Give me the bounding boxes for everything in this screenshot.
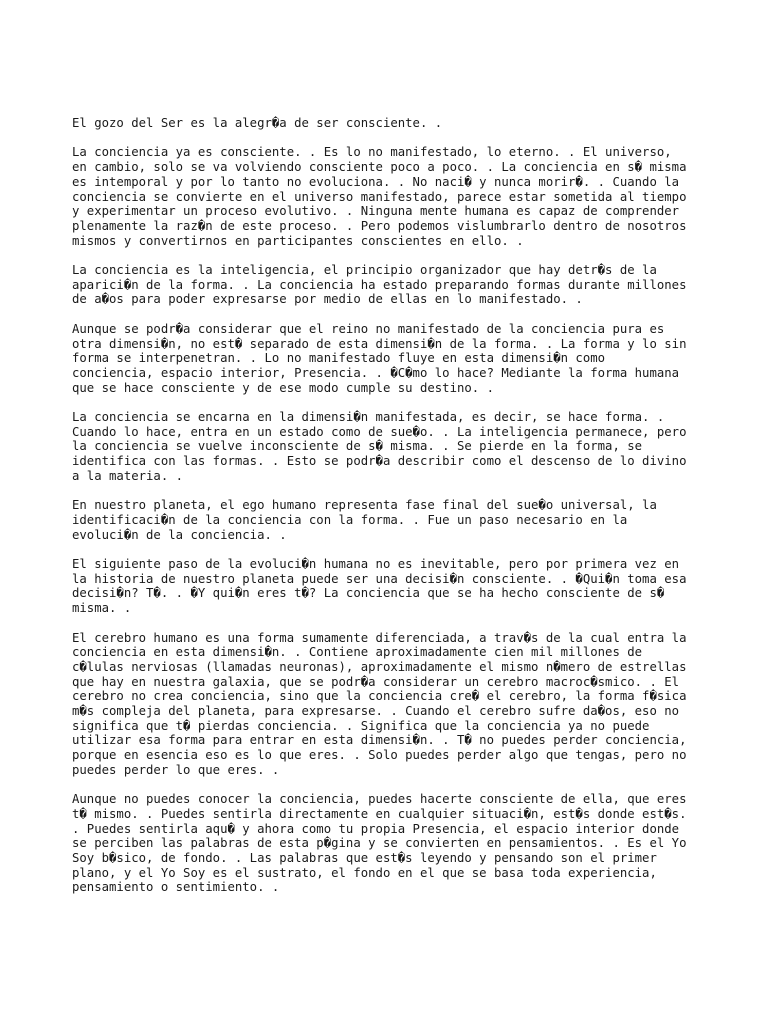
- paragraph-intro: El gozo del Ser es la alegr�a de ser consciente. .: [72, 116, 443, 130]
- paragraph-encarnacion: La conciencia se encarna en la dimensi�n manifestada, es decir, se hace forma. . Cuando lo hace, entra en un estado como de sue�o. . La inteligencia permanece, pero la conciencia se vuelve inconsciente de s� misma. . Se pierde en la forma, se identifica con las formas. . Esto se podr�a describir como el descenso de lo divino a la materia. .: [72, 410, 687, 483]
- paragraph-conciencia-inteligencia: La conciencia es la inteligencia, el principio organizador que hay detr�s de la aparici�n de la forma. . La conciencia ha estado preparando formas durante millones de a�os para poder expresarse por medio de ellas en lo manifestado. .: [72, 263, 687, 307]
- paragraph-conocer-conciencia: Aunque no puedes conocer la conciencia, puedes hacerte consciente de ella, que eres t� mismo. . Puedes sentirla directamente en cualquier situaci�n, est�s donde est�s. . Puedes sentirla aqu� y ahora como tu propia Presencia, el espacio interior donde se perciben las palabras de esta p�gina y se convierten en pensamientos. . Es el Yo Soy b�sico, de fondo. . Las palabras que est�s leyendo y pensando son el primer plano, y el Yo Soy es el sustrato, el fondo en el que se basa toda experiencia, pensamiento o sentimiento. .: [72, 792, 687, 895]
- paragraph-conciencia-consciente: La conciencia ya es consciente. . Es lo no manifestado, lo eterno. . El universo, en cambio, solo se va volviendo consciente poco a poco. . La conciencia en s� misma es intemporal y por lo tanto no evoluciona. . No naci� y nunca morir�. . Cuando la conciencia se convierte en el universo manifestado, parece estar sometida al tiempo y experimentar un proceso evolutivo. . Ninguna mente humana es capaz de comprender plenamente la raz�n de este proceso. . Pero podemos vislumbrarlo dentro de nosotros mismos y convertirnos en participantes conscientes en ello. .: [72, 145, 687, 248]
- paragraph-siguiente-paso: El siguiente paso de la evoluci�n humana no es inevitable, pero por primera vez en la historia de nuestro planeta puede ser una decisi�n consciente. . �Qui�n toma esa decisi�n? T�. . �Y qui�n eres t�? La conciencia que se ha hecho consciente de s� misma. .: [72, 557, 687, 616]
- paragraph-reino-no-manifestado: Aunque se podr�a considerar que el reino no manifestado de la conciencia pura es otra dimensi�n, no est� separado de esta dimensi�n de la forma. . La forma y lo sin forma se interpenetran. . Lo no manifestado fluye en esta dimensi�n como conciencia, espacio interior, Presencia. . �C�mo lo hace? Mediante la forma humana que se hace consciente y de ese modo cumple su destino. .: [72, 321, 687, 395]
- paragraph-ego-humano: En nuestro planeta, el ego humano representa fase final del sue�o universal, la identificaci�n de la conciencia con la forma. . Fue un paso necesario en la evoluci�n de la conciencia. .: [72, 498, 657, 542]
- document-page: [72, 116, 712, 910]
- paragraph-cerebro-humano: El cerebro humano es una forma sumamente diferenciada, a trav�s de la cual entra la conciencia en esta dimensi�n. . Contiene aproximadamente cien mil millones de c�lulas nerviosas (llamadas neuronas), aproximadamente el mismo n�mero de estrellas que hay en nuestra galaxia, que se podr�a considerar un cerebro macroc�smico. . El cerebro no crea conciencia, sino que la conciencia cre� el cerebro, la forma f�sica m�s compleja del planeta, para expresarse. . Cuando el cerebro sufre da�os, eso no significa que t� pierdas conciencia. . Significa que la conciencia ya no puede utilizar esa forma para entrar en esta dimensi�n. . T� no puedes perder conciencia, porque en esencia eso es lo que eres. . Solo puedes perder algo que tengas, pero no puedes perder lo que eres. .: [72, 630, 687, 777]
